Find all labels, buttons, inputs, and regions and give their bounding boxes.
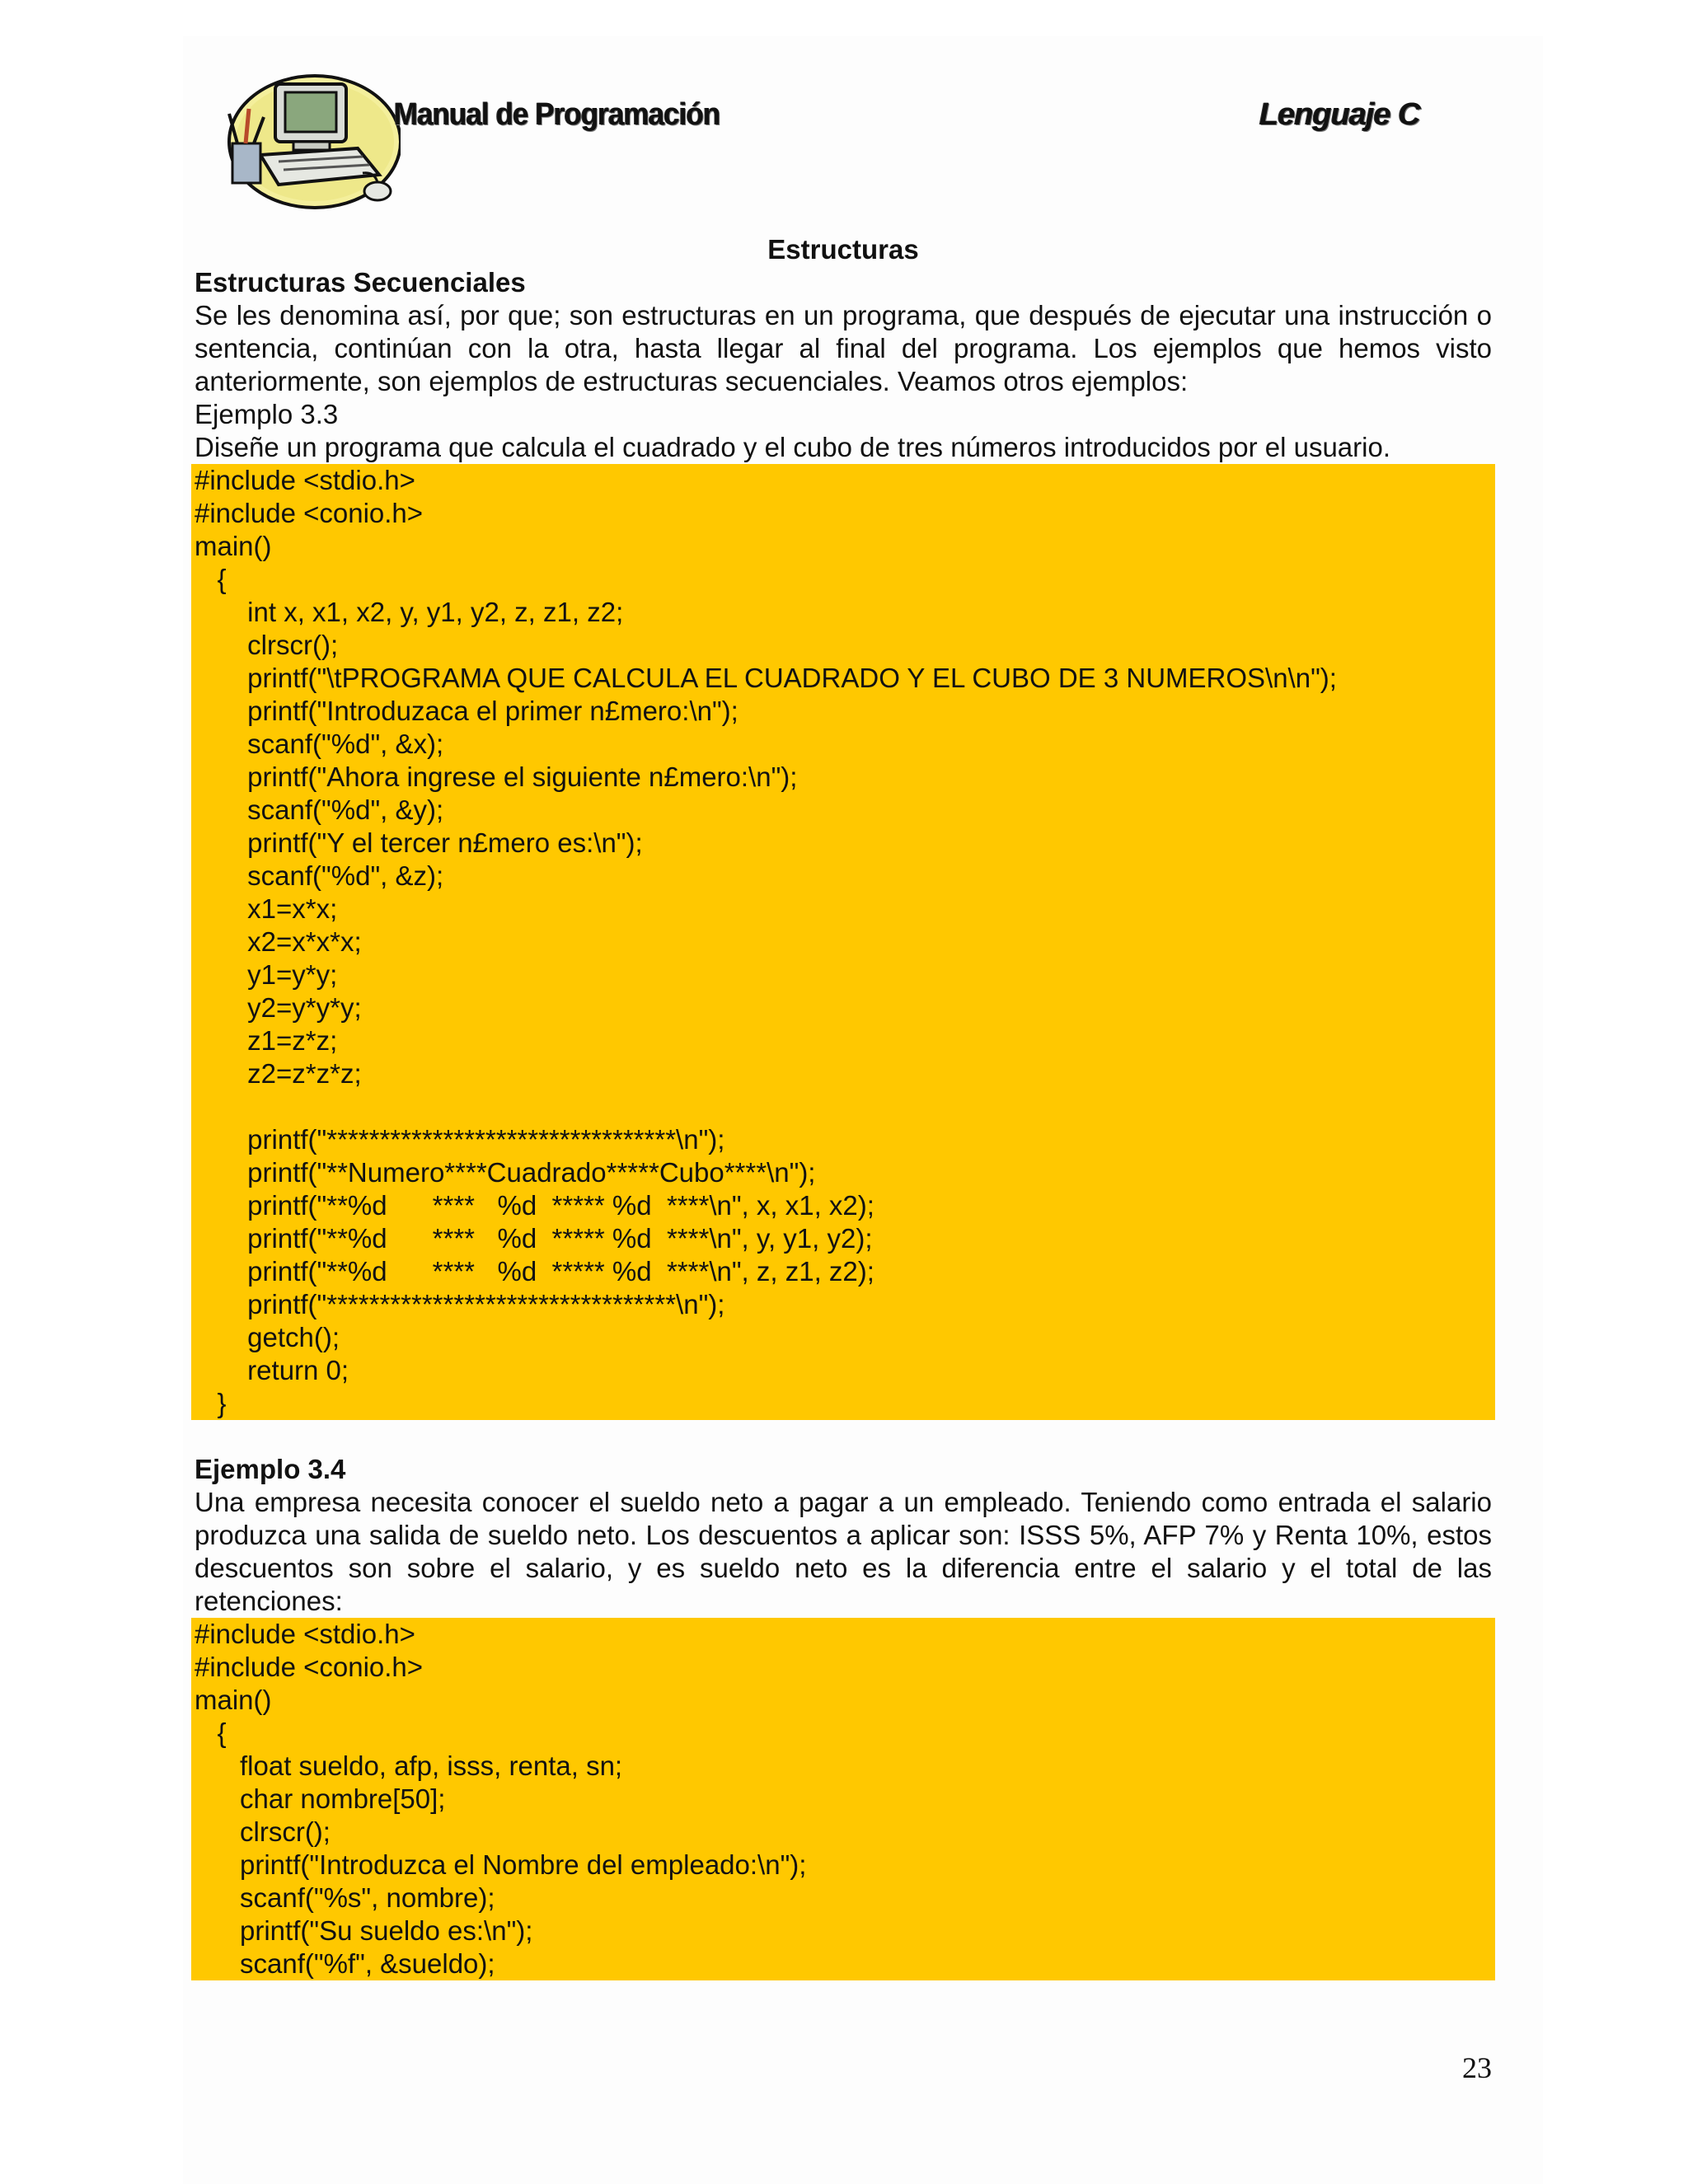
code-line: scanf("%s", nombre); [195,1882,495,1913]
code-line: return 0; [195,1355,349,1385]
example-3-4-label: Ejemplo 3.4 [195,1454,346,1484]
code-line: char nombre[50]; [195,1783,446,1814]
code-block-example-3-4 [191,1618,1495,1980]
code-line: #include <conio.h> [195,1652,424,1682]
code-line: clrscr(); [195,1816,331,1847]
code-line: printf("Y el tercer n£mero es:\n"); [195,827,643,858]
code-line: int x, x1, x2, y, y1, y2, z, z1, z2; [195,597,624,627]
code-line: #include <stdio.h> [195,465,415,495]
code-line: y1=y*y; [195,959,338,990]
code-line: scanf("%d", &y); [195,794,444,825]
code-line: } [195,1388,227,1418]
code-line: printf("**%d **** %d ***** %d ****\n", y, y1, y2); [195,1223,873,1254]
code-line: printf("\tPROGRAMA QUE CALCULA EL CUADRADO Y EL CUBO DE 3 NUMEROS\n\n"); [195,663,1337,693]
code-line: z2=z*z*z; [195,1058,362,1089]
spacer [195,1420,1492,1453]
code-line: scanf("%f", &sueldo); [195,1948,495,1979]
subsection-title: Estructuras Secuenciales [195,267,526,298]
code-line: printf("*********************************\n"); [195,1124,725,1155]
intro-paragraph: Se les denomina así, por que; son estructuras en un programa, que después de ejecutar una instrucción o sentencia, continúan con la otra, hasta llegar al final del programa. Los ejemplos que hemos visto anteriormente, son ejemplos de estructuras secuenciales. Veamos otros ejemplos: [195,300,1492,396]
code-line: printf("*********************************\n"); [195,1289,725,1319]
code-line: scanf("%d", &x); [195,729,444,759]
code-line: printf("Introduzca el Nombre del empleado:\n"); [195,1849,807,1880]
code-line: clrscr(); [195,630,339,660]
code-line: main() [195,1685,272,1715]
code-line: main() [195,531,272,561]
code-line: printf("**%d **** %d ***** %d ****\n", x, x1, x2); [195,1190,874,1221]
example-3-3-description: Diseñe un programa que calcula el cuadrado y el cubo de tres números introducidos por el usuario. [195,432,1391,462]
computer-clipart-icon [218,66,401,218]
code-line: printf("**Numero****Cuadrado*****Cubo****\n"); [195,1157,816,1188]
code-line: z1=z*z; [195,1025,338,1056]
code-line: #include <conio.h> [195,498,424,528]
code-line: { [195,1718,227,1748]
header-manual-title: Manual de Programación [394,97,720,132]
example-3-3-label: Ejemplo 3.3 [195,399,339,429]
code-line: printf("Introduzaca el primer n£mero:\n"); [195,696,738,726]
code-line: #include <stdio.h> [195,1619,415,1649]
code-line: printf("Su sueldo es:\n"); [195,1915,533,1946]
page-number: 23 [1462,2051,1492,2084]
code-line: float sueldo, afp, isss, renta, sn; [195,1750,623,1781]
code-line: { [195,564,227,594]
code-line: x2=x*x*x; [195,926,362,957]
code-line: y2=y*y*y; [195,992,362,1023]
code-line: printf("Ahora ingrese el siguiente n£mero:\n"); [195,762,798,792]
code-line: getch(); [195,1322,340,1352]
code-line: printf("**%d **** %d ***** %d ****\n", z, z1, z2); [195,1256,874,1286]
code-line [195,1090,1492,1123]
header-language-title: Lenguaje C [1259,97,1420,132]
code-block-example-3-3 [191,464,1495,1420]
page-content [195,233,1492,1980]
example-3-4-description: Una empresa necesita conocer el sueldo neto a pagar a un empleado. Teniendo como entrada el salario produzca una salida de sueldo neto. Los descuentos a aplicar son: ISSS 5%, AFP 7% y Renta 10%, estos descuentos son sobre el salario, y es sueldo neto es la diferencia entre el salario y el total de las retenciones: [195,1487,1492,1616]
code-line: x1=x*x; [195,893,338,924]
code-line: scanf("%d", &z); [195,860,444,891]
section-title: Estructuras [767,234,919,265]
